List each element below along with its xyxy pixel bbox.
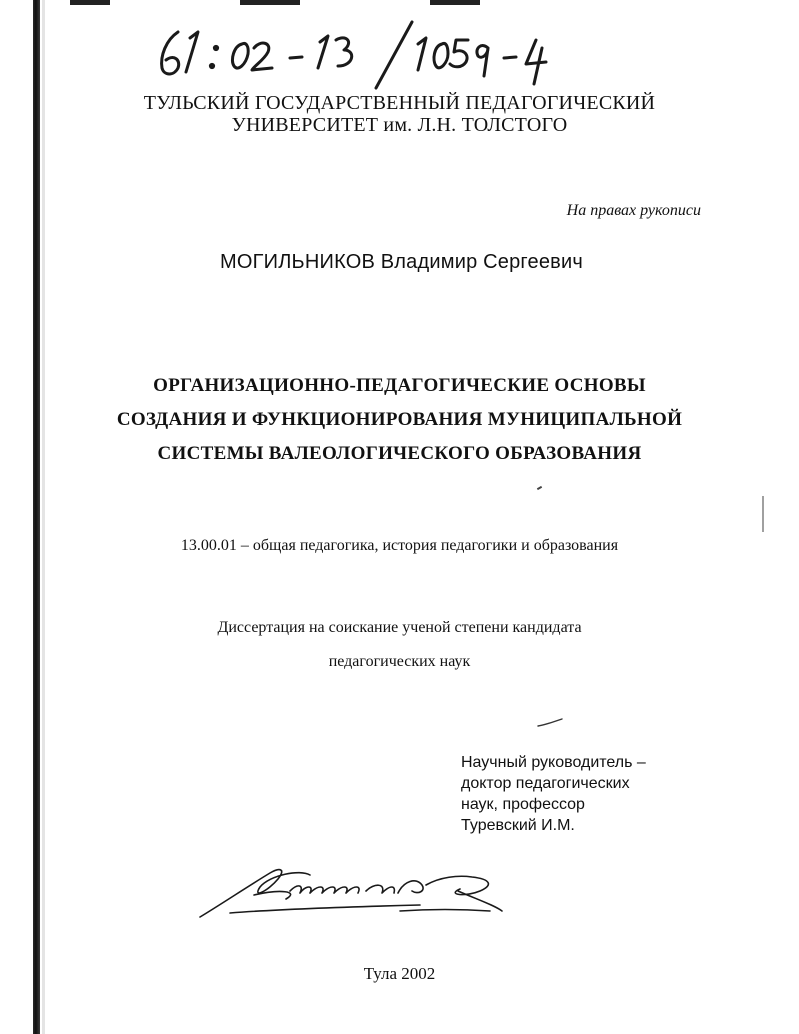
dissertation-title	[0, 369, 799, 471]
title-line-2: СОЗДАНИЯ И ФУНКЦИОНИРОВАНИЯ МУНИЦИПАЛЬНОЙ	[116, 409, 683, 430]
pen-stroke-mark	[537, 718, 563, 728]
university-line-2: УНИВЕРСИТЕТ им. Л.Н. ТОЛСТОГО	[231, 114, 568, 136]
rights-notice: На правах рукописи	[566, 202, 701, 219]
supervisor-line-1: Научный руководитель –	[461, 754, 646, 771]
degree-statement	[0, 611, 799, 679]
scan-edge-shadow	[42, 0, 45, 1034]
title-line-1: ОРГАНИЗАЦИОННО-ПЕДАГОГИЧЕСКИЕ ОСНОВЫ	[153, 375, 646, 396]
supervisor-line-4: Туревский И.М.	[461, 817, 575, 834]
university-name	[0, 92, 799, 136]
city-and-year: Тула 2002	[363, 964, 436, 983]
scan-edge	[33, 0, 40, 1034]
scientific-supervisor	[461, 752, 646, 836]
scan-speck	[537, 486, 542, 490]
scan-top-mark	[430, 0, 480, 5]
university-line-1: ТУЛЬСКИЙ ГОСУДАРСТВЕННЫЙ ПЕДАГОГИЧЕСКИЙ	[143, 92, 656, 114]
scan-speck	[762, 496, 764, 532]
signature	[190, 855, 510, 935]
degree-line-1: Диссертация на соискание ученой степени кандидата	[217, 619, 582, 636]
supervisor-line-2: доктор педагогических	[461, 775, 630, 792]
degree-line-2: педагогических наук	[328, 653, 471, 670]
scan-top-mark	[70, 0, 110, 5]
supervisor-line-3: наук, профессор	[461, 796, 585, 813]
handwritten-catalog-code	[150, 18, 570, 98]
specialty-code: 13.00.01 – общая педагогика, история педагогики и образования	[180, 537, 619, 554]
author-name: МОГИЛЬНИКОВ Владимир Сергеевич	[220, 251, 583, 273]
title-line-3: СИСТЕМЫ ВАЛЕОЛОГИЧЕСКОГО ОБРАЗОВАНИЯ	[157, 443, 642, 464]
scan-top-mark	[240, 0, 300, 5]
